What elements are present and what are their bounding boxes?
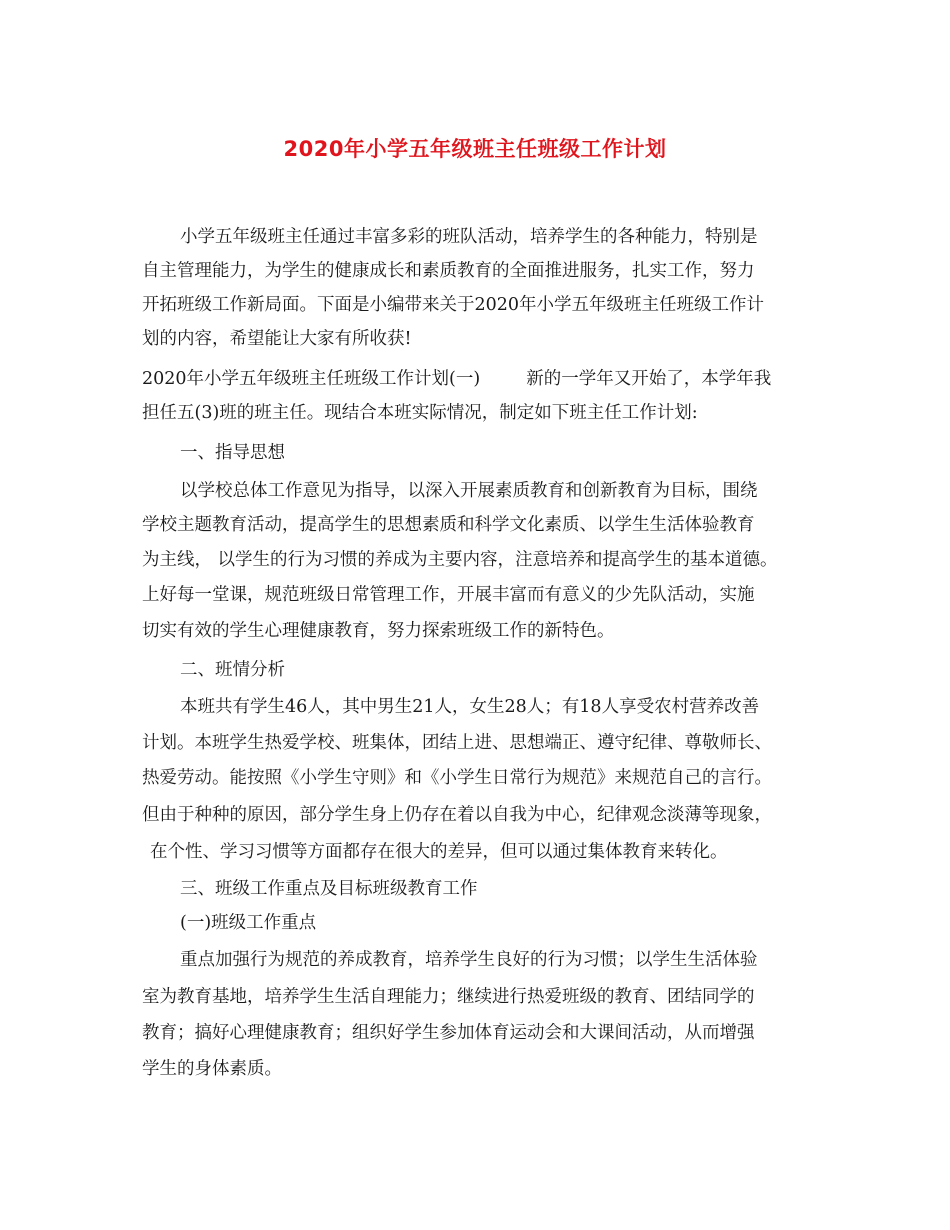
paragraph-line: 划的内容，希望能让大家有所收获!: [142, 329, 412, 349]
paragraph-line: 为主线， 以学生的行为习惯的养成为主要内容，注意培养和提高学生的基本道德。: [142, 550, 778, 570]
paragraph-line: 热爱劳动。能按照《小学生守则》和《小学生日常行为规范》来规范自己的言行。: [142, 768, 772, 788]
paragraph-line: 学校主题教育活动，提高学生的思想素质和科学文化素质、以学生生活体验教育: [142, 515, 755, 535]
paragraph-line: 在个性、学习习惯等方面都存在很大的差异，但可以通过集体教育来转化。: [150, 842, 728, 862]
document-title: 2020年小学五年级班主任班级工作计划: [283, 137, 667, 161]
paragraph-line: 本班共有学生46人，其中男生21人，女生28人；有18人享受农村营养改善: [180, 697, 760, 717]
paragraph-line: 上好每一堂课，规范班级日常管理工作，开展丰富而有意义的少先队活动，实施: [142, 585, 755, 605]
paragraph-line: 自主管理能力，为学生的健康成长和素质教育的全面推进服务，扎实工作，努力: [142, 261, 755, 281]
paragraph-line: 担任五(3)班的班主任。现结合本班实际情况，制定如下班主任工作计划:: [142, 403, 698, 423]
paragraph-line: 教育；搞好心理健康教育；组织好学生参加体育运动会和大课间活动，从而增强: [142, 1023, 755, 1043]
paragraph-line: 小学五年级班主任通过丰富多彩的班队活动，培养学生的各种能力，特别是: [180, 227, 758, 247]
section-heading: 三、班级工作重点及目标班级教育工作: [180, 879, 478, 899]
paragraph-line: 但由于种种的原因，部分学生身上仍存在着以自我为中心，纪律观念淡薄等现象，: [142, 805, 772, 825]
paragraph-line: 计划。本班学生热爱学校、班集体，团结上进、思想端正、遵守纪律、尊敬师长、: [142, 733, 772, 753]
section-heading: 二、班情分析: [180, 660, 285, 680]
section-heading: 一、指导思想: [180, 443, 285, 463]
paragraph-line: 学生的身体素质。: [142, 1059, 282, 1079]
paragraph-line: 切实有效的学生心理健康教育，努力探索班级工作的新特色。: [142, 621, 615, 641]
paragraph-line: [142, 367, 771, 391]
sub-heading: (一)班级工作重点: [180, 913, 317, 933]
paragraph-text: 新的一学年又开始了，本学年我: [526, 369, 772, 389]
paragraph-line: 以学校总体工作意见为指导，以深入开展素质教育和创新教育为目标，围绕: [180, 481, 758, 501]
section-heading: 2020年小学五年级班主任班级工作计划(一): [142, 369, 481, 389]
paragraph-line: 室为教育基地，培养学生生活自理能力；继续进行热爱班级的教育、团结同学的: [142, 987, 755, 1007]
paragraph-line: 重点加强行为规范的养成教育，培养学生良好的行为习惯；以学生生活体验: [180, 950, 758, 970]
paragraph-line: 开拓班级工作新局面。下面是小编带来关于2020年小学五年级班主任班级工作计: [142, 295, 765, 315]
